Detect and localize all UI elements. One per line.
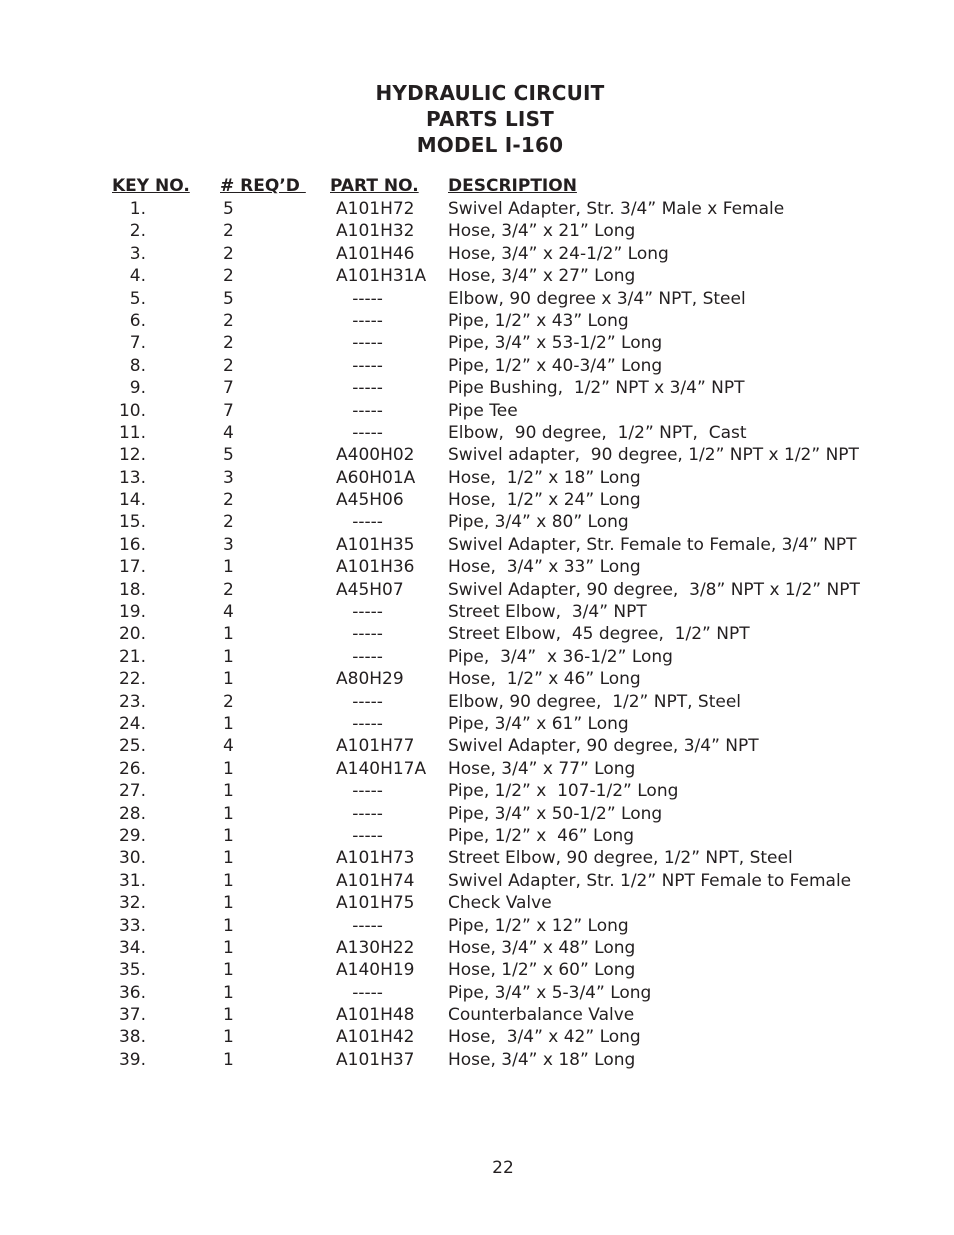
part-no-cell: -----: [336, 333, 383, 354]
header-description: DESCRIPTION: [448, 176, 577, 196]
description-cell: Elbow, 90 degree x 3/4” NPT, Steel: [448, 288, 746, 309]
req-cell: 2: [223, 691, 234, 712]
req-cell: 1: [223, 1027, 234, 1048]
req-cell: 2: [223, 266, 234, 287]
req-cell: 2: [223, 579, 234, 600]
key-no-cell: 8.: [129, 355, 146, 376]
key-no-cell: 1.: [129, 199, 146, 219]
table-row: [0, 825, 954, 847]
description-cell: Swivel Adapter, 90 degree, 3/4” NPT: [448, 736, 759, 757]
part-no-cell: A80H29: [336, 669, 404, 690]
key-no-cell: 33.: [118, 915, 146, 936]
table-row: [0, 579, 954, 601]
table-row: [0, 870, 954, 892]
part-no-cell: -----: [336, 422, 383, 443]
key-no-cell: 2.: [129, 221, 146, 242]
req-cell: 4: [223, 422, 234, 443]
req-cell: 1: [223, 982, 234, 1003]
header-key-no: KEY NO.: [112, 176, 190, 196]
req-cell: 1: [223, 713, 234, 734]
part-no-cell: A140H17A: [336, 758, 427, 779]
part-no-cell: -----: [336, 602, 383, 623]
table-row: [0, 780, 954, 802]
description-cell: Hose, 3/4” x 33” Long: [448, 557, 641, 578]
table-row: [0, 735, 954, 757]
key-no-cell: 26.: [118, 758, 146, 779]
table-row: [0, 243, 954, 265]
part-no-cell: -----: [336, 355, 383, 376]
description-cell: Pipe, 1/2” x 107-1/2” Long: [448, 781, 679, 802]
table-row: [0, 713, 954, 735]
key-no-cell: 12.: [118, 445, 146, 466]
page-title: [0, 80, 954, 158]
req-cell: 1: [223, 960, 234, 981]
req-cell: 7: [223, 400, 234, 421]
req-cell: 1: [223, 557, 234, 578]
key-no-cell: 3.: [129, 243, 146, 264]
part-no-cell: -----: [336, 512, 383, 533]
key-no-cell: 19.: [118, 602, 146, 623]
table-row: [0, 691, 954, 713]
description-cell: Swivel Adapter, 90 degree, 3/8” NPT x 1/2” NPT: [448, 579, 860, 600]
part-no-cell: A101H48: [336, 1005, 415, 1026]
description-cell: Hose, 3/4” x 48” Long: [448, 937, 636, 958]
table-row: [0, 601, 954, 623]
table-row: [0, 444, 954, 466]
key-no-cell: 37.: [118, 1005, 146, 1026]
req-cell: 1: [223, 669, 234, 690]
part-no-cell: -----: [336, 646, 383, 667]
key-no-cell: 34.: [118, 937, 146, 958]
key-no-cell: 28.: [118, 803, 146, 824]
table-row: [0, 310, 954, 332]
table-row: [0, 220, 954, 242]
table-row: [0, 915, 954, 937]
table-row: [0, 959, 954, 981]
table-row: [0, 332, 954, 354]
key-no-cell: 4.: [129, 266, 146, 287]
title-line-1: HYDRAULIC CIRCUIT: [375, 81, 605, 105]
description-cell: Hose, 1/2” x 46” Long: [448, 669, 641, 690]
key-no-cell: 32.: [118, 893, 146, 914]
table-row: [0, 467, 954, 489]
req-cell: 1: [223, 646, 234, 667]
key-no-cell: 35.: [118, 960, 146, 981]
description-cell: Street Elbow, 3/4” NPT: [448, 602, 647, 623]
table-row: [0, 982, 954, 1004]
description-cell: Pipe, 3/4” x 80” Long: [448, 512, 629, 533]
description-cell: Pipe, 3/4” x 5-3/4” Long: [448, 982, 652, 1003]
description-cell: Swivel Adapter, Str. 3/4” Male x Female: [448, 199, 785, 219]
key-no-cell: 20.: [118, 624, 146, 645]
description-cell: Pipe, 3/4” x 53-1/2” Long: [448, 333, 663, 354]
key-no-cell: 27.: [118, 781, 146, 802]
key-no-cell: 23.: [118, 691, 146, 712]
part-no-cell: -----: [336, 624, 383, 645]
part-no-cell: A101H42: [336, 1027, 415, 1048]
req-cell: 1: [223, 848, 234, 869]
description-cell: Pipe, 3/4” x 36-1/2” Long: [448, 646, 673, 667]
description-cell: Hose, 3/4” x 42” Long: [448, 1027, 641, 1048]
description-cell: Check Valve: [448, 893, 552, 914]
part-no-cell: -----: [336, 781, 383, 802]
part-no-cell: -----: [336, 378, 383, 399]
description-cell: Pipe, 1/2” x 46” Long: [448, 825, 635, 846]
part-no-cell: -----: [336, 915, 383, 936]
req-cell: 2: [223, 221, 234, 242]
table-row: [0, 355, 954, 377]
table-row: [0, 511, 954, 533]
header-req: # REQ’D: [220, 176, 306, 196]
description-cell: Pipe, 1/2” x 12” Long: [448, 915, 629, 936]
part-no-cell: A101H36: [336, 557, 415, 578]
table-row: [0, 937, 954, 959]
req-cell: 1: [223, 781, 234, 802]
description-cell: Counterbalance Valve: [448, 1005, 635, 1026]
key-no-cell: 21.: [118, 646, 146, 667]
part-no-cell: -----: [336, 803, 383, 824]
req-cell: 1: [223, 870, 234, 891]
req-cell: 5: [223, 199, 234, 219]
table-row: [0, 1049, 954, 1071]
description-cell: Swivel Adapter, Str. Female to Female, 3/4” NPT: [448, 534, 857, 555]
table-row: [0, 623, 954, 645]
key-no-cell: 18.: [118, 579, 146, 600]
description-cell: Hose, 3/4” x 27” Long: [448, 266, 636, 287]
req-cell: 2: [223, 490, 234, 511]
part-no-cell: A45H07: [336, 579, 404, 600]
table-row: [0, 758, 954, 780]
table-row: [0, 646, 954, 668]
req-cell: 1: [223, 1049, 234, 1070]
part-no-cell: A140H19: [336, 960, 415, 981]
part-no-cell: A101H74: [336, 870, 415, 891]
req-cell: 3: [223, 534, 234, 555]
req-cell: 2: [223, 333, 234, 354]
key-no-cell: 25.: [118, 736, 146, 757]
part-no-cell: A400H02: [336, 445, 415, 466]
key-no-cell: 13.: [118, 467, 146, 488]
title-line-3: MODEL I-160: [416, 133, 564, 157]
table-row: [0, 803, 954, 825]
part-no-cell: -----: [336, 691, 383, 712]
req-cell: 1: [223, 915, 234, 936]
key-no-cell: 36.: [118, 982, 146, 1003]
key-no-cell: 24.: [118, 713, 146, 734]
table-row: [0, 422, 954, 444]
req-cell: 1: [223, 803, 234, 824]
description-cell: Street Elbow, 90 degree, 1/2” NPT, Steel: [448, 848, 793, 869]
description-cell: Street Elbow, 45 degree, 1/2” NPT: [448, 624, 750, 645]
description-cell: Pipe Bushing, 1/2” NPT x 3/4” NPT: [448, 378, 745, 399]
req-cell: 1: [223, 624, 234, 645]
table-row: [0, 288, 954, 310]
description-cell: Pipe Tee: [448, 400, 518, 421]
key-no-cell: 10.: [118, 400, 146, 421]
req-cell: 5: [223, 445, 234, 466]
key-no-cell: 39.: [118, 1049, 146, 1070]
key-no-cell: 22.: [118, 669, 146, 690]
table-row: [0, 265, 954, 287]
description-cell: Pipe, 3/4” x 61” Long: [448, 713, 629, 734]
req-cell: 4: [223, 736, 234, 757]
req-cell: 2: [223, 310, 234, 331]
key-no-cell: 9.: [129, 378, 146, 399]
description-cell: Pipe, 1/2” x 40-3/4” Long: [448, 355, 663, 376]
description-cell: Hose, 1/2” x 24” Long: [448, 490, 641, 511]
part-no-cell: A101H37: [336, 1049, 415, 1070]
table-row: [0, 534, 954, 556]
key-no-cell: 30.: [118, 848, 146, 869]
part-no-cell: A101H32: [336, 221, 415, 242]
req-cell: 5: [223, 288, 234, 309]
key-no-cell: 15.: [118, 512, 146, 533]
req-cell: 1: [223, 758, 234, 779]
req-cell: 4: [223, 602, 234, 623]
part-no-cell: A101H72: [336, 199, 415, 219]
part-no-cell: A101H35: [336, 534, 415, 555]
description-cell: Swivel Adapter, Str. 1/2” NPT Female to Female: [448, 870, 852, 891]
description-cell: Pipe, 1/2” x 43” Long: [448, 310, 629, 331]
key-no-cell: 14.: [118, 490, 146, 511]
table-row: [0, 400, 954, 422]
key-no-cell: 16.: [118, 534, 146, 555]
page-number: 22: [492, 1158, 514, 1178]
part-no-cell: -----: [336, 310, 383, 331]
part-no-cell: -----: [336, 400, 383, 421]
part-no-cell: A60H01A: [336, 467, 416, 488]
key-no-cell: 6.: [129, 310, 146, 331]
description-cell: Elbow, 90 degree, 1/2” NPT, Cast: [448, 422, 747, 443]
req-cell: 1: [223, 937, 234, 958]
description-cell: Swivel adapter, 90 degree, 1/2” NPT x 1/2” NPT: [448, 445, 859, 466]
title-line-2: PARTS LIST: [425, 107, 555, 131]
table-row: [0, 892, 954, 914]
req-cell: 1: [223, 1005, 234, 1026]
req-cell: 7: [223, 378, 234, 399]
table-row: [0, 668, 954, 690]
part-no-cell: A101H31A: [336, 266, 427, 287]
part-no-cell: A130H22: [336, 937, 415, 958]
parts-table: [0, 198, 954, 1071]
description-cell: Elbow, 90 degree, 1/2” NPT, Steel: [448, 691, 742, 712]
table-row: [0, 1026, 954, 1048]
description-cell: Hose, 3/4” x 21” Long: [448, 221, 636, 242]
description-cell: Hose, 3/4” x 24-1/2” Long: [448, 243, 669, 264]
part-no-cell: -----: [336, 982, 383, 1003]
description-cell: Hose, 1/2” x 60” Long: [448, 960, 636, 981]
key-no-cell: 38.: [118, 1027, 146, 1048]
table-row: [0, 847, 954, 869]
req-cell: 3: [223, 467, 234, 488]
req-cell: 1: [223, 825, 234, 846]
part-no-cell: A101H73: [336, 848, 415, 869]
key-no-cell: 17.: [118, 557, 146, 578]
req-cell: 1: [223, 893, 234, 914]
key-no-cell: 5.: [129, 288, 146, 309]
table-row: [0, 556, 954, 578]
table-row: [0, 198, 954, 220]
part-no-cell: A101H46: [336, 243, 415, 264]
table-row: [0, 377, 954, 399]
part-no-cell: -----: [336, 288, 383, 309]
part-no-cell: A101H77: [336, 736, 415, 757]
key-no-cell: 7.: [129, 333, 146, 354]
header-part-no: PART NO.: [330, 176, 419, 196]
description-cell: Hose, 1/2” x 18” Long: [448, 467, 641, 488]
description-cell: Hose, 3/4” x 18” Long: [448, 1049, 636, 1070]
part-no-cell: -----: [336, 713, 383, 734]
description-cell: Hose, 3/4” x 77” Long: [448, 758, 636, 779]
part-no-cell: -----: [336, 825, 383, 846]
req-cell: 2: [223, 512, 234, 533]
description-cell: Pipe, 3/4” x 50-1/2” Long: [448, 803, 663, 824]
part-no-cell: A45H06: [336, 490, 404, 511]
req-cell: 2: [223, 243, 234, 264]
key-no-cell: 31.: [118, 870, 146, 891]
part-no-cell: A101H75: [336, 893, 415, 914]
key-no-cell: 11.: [118, 422, 146, 443]
key-no-cell: 29.: [118, 825, 146, 846]
table-row: [0, 489, 954, 511]
req-cell: 2: [223, 355, 234, 376]
table-row: [0, 1004, 954, 1026]
